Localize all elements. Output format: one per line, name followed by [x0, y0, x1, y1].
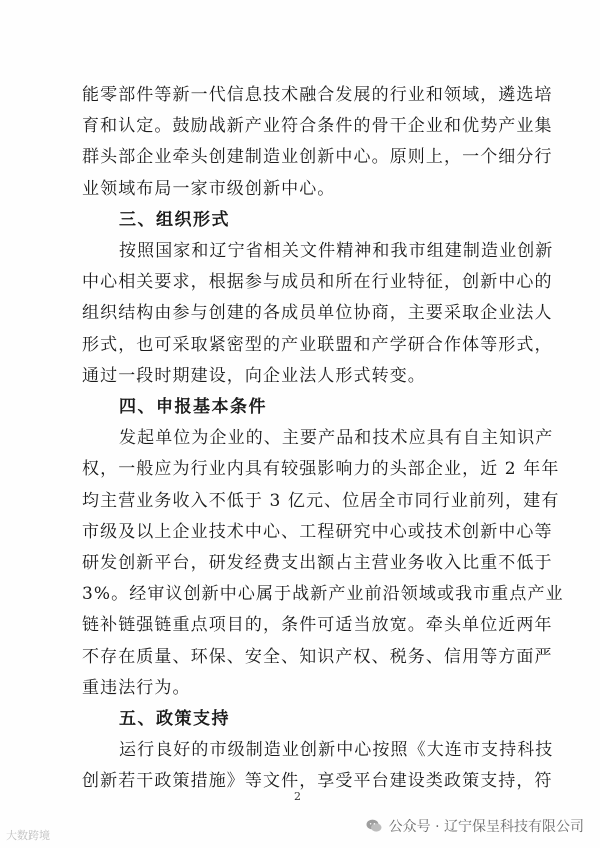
body-line: 业领域布局一家市级创新中心。	[82, 179, 336, 199]
body-line: 组织结构由参与创建的各成员单位协商，主要采取企业法人	[82, 303, 553, 323]
account-label: 公众号 · 辽宁保呈科技有限公司	[388, 819, 584, 835]
body-line: 通过一段时期建设，向企业法人形式转变。	[82, 366, 426, 386]
body-line: 市级及以上企业技术中心、工程研究中心或技术创新中心等	[82, 522, 553, 542]
body-line: 链补链强链重点项目的，条件可适当放宽。牵头单位近两年	[82, 615, 553, 635]
body-line: 形式，也可采取紧密型的产业联盟和产学研合作体等形式，	[82, 335, 553, 355]
page-number: 2	[294, 790, 301, 803]
section-heading: 五、政策支持	[119, 709, 230, 729]
body-line: 中心相关要求，根据参与成员和所在行业特征，创新中心的	[82, 272, 553, 292]
section-heading: 三、组织形式	[119, 210, 230, 230]
section-heading: 四、申报基本条件	[119, 397, 267, 417]
body-line: 育和认定。鼓励战新产业符合条件的骨干企业和优势产业集	[82, 116, 553, 136]
body-line: 3%。经审议创新中心属于战新产业前沿领域或我市重点产业	[82, 584, 564, 604]
watermark-left: 大数跨境	[6, 829, 50, 842]
body-line: 均主营业务收入不低于 3 亿元、位居全市同行业前列，建有	[82, 491, 560, 511]
body-line: 重违法行为。	[82, 678, 191, 698]
body-line: 群头部企业牵头创建制造业创新中心。原则上，一个细分行	[82, 147, 553, 167]
body-line: 不存在质量、环保、安全、知识产权、税务、信用等方面严	[82, 647, 553, 667]
body-line: 运行良好的市级制造业创新中心按照《大连市支持科技	[119, 740, 554, 760]
body-line: 权，一般应为行业内具有较强影响力的头部企业，近 2 年年	[82, 459, 560, 479]
body-line: 发起单位为企业的、主要产品和技术应具有自主知识产	[119, 428, 554, 448]
body-line: 研发创新平台，研发经费支出额占主营业务收入比重不低于	[82, 553, 553, 573]
body-line: 创新若干政策措施》等文件，享受平台建设类政策支持，符	[82, 771, 553, 791]
wechat-account-footer	[365, 816, 584, 836]
body-line: 能零部件等新一代信息技术融合发展的行业和领域，遴选培	[82, 85, 553, 105]
body-line: 按照国家和辽宁省相关文件精神和我市组建制造业创新	[119, 241, 554, 261]
wechat-icon	[365, 817, 383, 835]
